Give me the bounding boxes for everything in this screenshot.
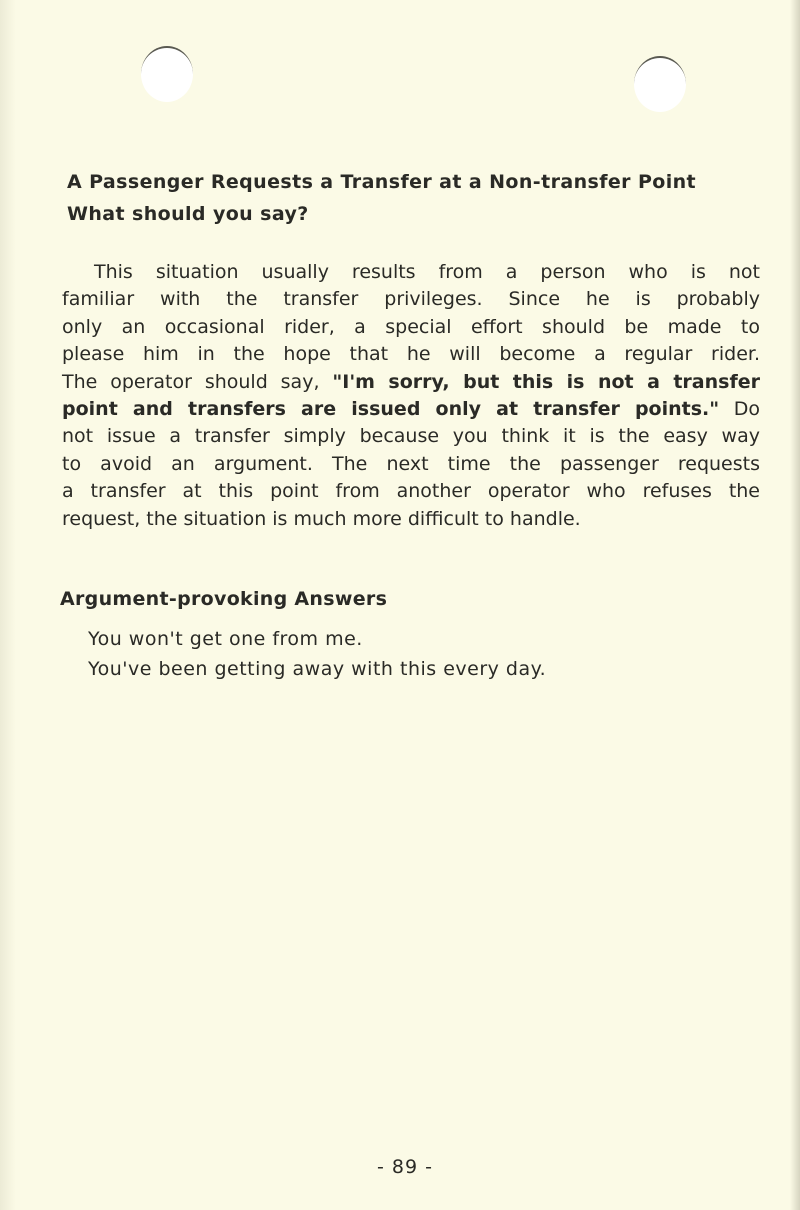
answer-list [88, 624, 546, 684]
paragraph-line: familiar with the transfer privileges. Since he is probably [62, 288, 760, 311]
operator-quote: "I'm sorry, but this is not a transfer [332, 370, 760, 393]
paragraph-line [62, 369, 760, 396]
paragraph-text: Do [733, 397, 760, 420]
paragraph-line: only an occasional rider, a special effort should be made to [62, 315, 760, 338]
answer-item: You've been getting away with this every day. [88, 658, 547, 680]
operator-quote: point and transfers are issued only at transfer points." [62, 397, 720, 420]
page-edge-shadow [790, 0, 800, 1210]
paragraph-text: The operator should say, [62, 370, 320, 393]
paragraph-line [62, 396, 760, 423]
answer-item: You won't get one from me. [88, 628, 363, 650]
paragraph-line: not issue a transfer simply because you think it is the easy way [62, 425, 760, 448]
binder-hole [634, 56, 686, 112]
page-number: - 89 - [377, 1156, 433, 1178]
paragraph-line: a transfer at this point from another operator who refuses the [62, 480, 760, 503]
paragraph-line: request, the situation is much more difficult to handle. [62, 507, 581, 530]
argument-section-title: Argument-provoking Answers [60, 588, 388, 610]
section-question: What should you say? [67, 203, 309, 225]
binder-hole [141, 46, 193, 102]
page-edge-shadow [0, 0, 16, 1210]
section-title: A Passenger Requests a Transfer at a Non-transfer Point [67, 171, 697, 193]
paragraph-line: This situation usually results from a person who is not [94, 261, 760, 283]
paragraph-line: please him in the hope that he will become a regular rider. [62, 343, 760, 366]
body-paragraph [62, 259, 760, 533]
paragraph-line: to avoid an argument. The next time the passenger requests [62, 452, 760, 475]
